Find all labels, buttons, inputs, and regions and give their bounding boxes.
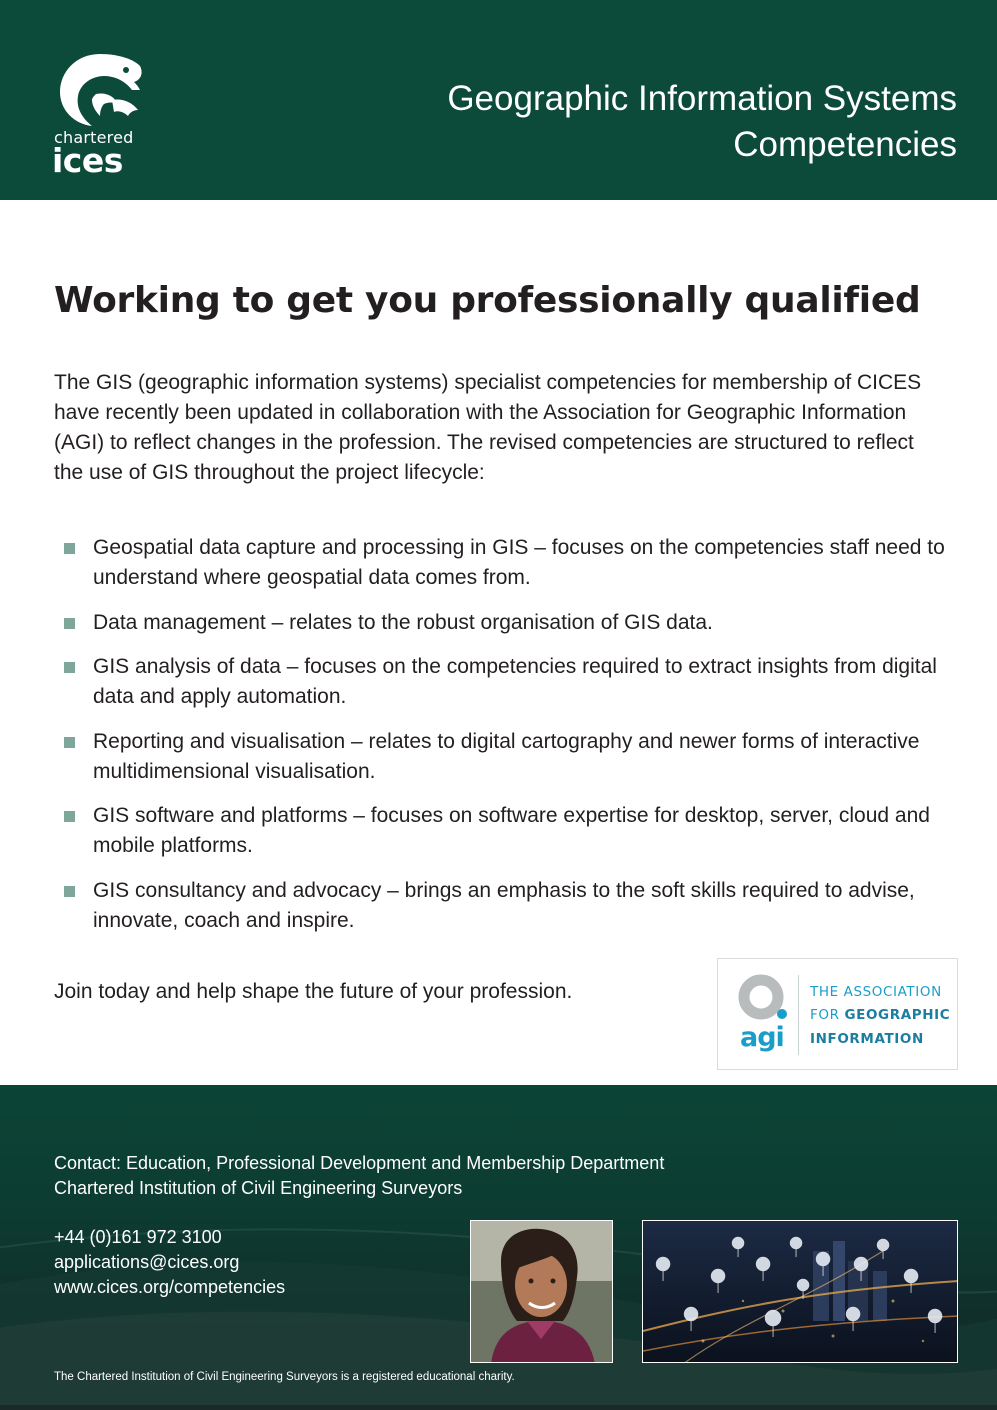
person-photo xyxy=(470,1220,613,1363)
website-link[interactable]: www.cices.org/competencies xyxy=(54,1277,286,1297)
phone-number[interactable]: +44 (0)161 972 3100 xyxy=(54,1227,222,1247)
list-item-text: GIS consultancy and advocacy – brings an emphasis to the soft skills required to advise, innovate, coach and inspire. xyxy=(93,878,915,932)
main-headline: Working to get you professionally qualified xyxy=(54,280,921,321)
city-map-photo xyxy=(642,1220,958,1363)
title-line-1: Geographic Information Systems xyxy=(447,79,957,118)
agi-line-2-bold: GEOGRAPHIC xyxy=(844,1007,951,1023)
charity-notice: The Chartered Institution of Civil Engineering Surveyors is a registered educational charity. xyxy=(54,1371,515,1383)
square-bullet-icon xyxy=(64,662,75,673)
agi-line-3: INFORMATION xyxy=(810,1031,924,1047)
list-item xyxy=(62,608,952,638)
square-bullet-icon xyxy=(64,811,75,822)
square-bullet-icon xyxy=(64,737,75,748)
competency-list xyxy=(62,533,952,950)
list-item-text: Data management – relates to the robust organisation of GIS data. xyxy=(93,610,713,634)
list-item-text: Geospatial data capture and processing in GIS – focuses on the competencies staff need to understand where geospatial data comes from. xyxy=(93,536,945,589)
logo-text-ices: ices xyxy=(52,141,123,180)
list-item-text: GIS software and platforms – focuses on software expertise for desktop, server, cloud and mobile platforms. xyxy=(93,804,930,857)
agi-logo xyxy=(717,958,958,1070)
title-line-2: Competencies xyxy=(733,125,957,164)
page-title xyxy=(447,76,957,168)
square-bullet-icon xyxy=(64,543,75,554)
header-banner xyxy=(0,0,997,200)
list-item-text: GIS analysis of data – focuses on the competencies required to extract insights from digital data and apply automation. xyxy=(93,655,937,708)
person-photo-illustration xyxy=(471,1221,613,1363)
list-item xyxy=(62,801,952,861)
agi-line-1: THE ASSOCIATION xyxy=(810,984,942,1000)
contact-details xyxy=(54,1225,285,1300)
contact-department: Contact: Education, Professional Development and Membership Department xyxy=(54,1153,665,1173)
eagle-icon xyxy=(52,50,152,130)
list-item xyxy=(62,533,952,593)
cices-logo xyxy=(52,50,152,180)
list-item xyxy=(62,652,952,712)
logo-text-chartered: chartered xyxy=(54,128,134,147)
agi-wordmark: agi xyxy=(740,1022,784,1053)
city-pins-illustration xyxy=(643,1221,958,1363)
footer xyxy=(0,1085,997,1410)
agi-line-2 xyxy=(810,1007,950,1023)
join-cta-text: Join today and help shape the future of your profession. xyxy=(54,980,573,1003)
email-link[interactable]: applications@cices.org xyxy=(54,1252,240,1272)
list-item-text: Reporting and visualisation – relates to digital cartography and newer forms of interactive multidimensional visualisation. xyxy=(93,729,920,783)
list-item xyxy=(62,876,952,936)
intro-paragraph: The GIS (geographic information systems) specialist competencies for membership of CICES have recently been updated in collaboration with the Association for Geographic Information (AGI) to reflect changes in the profession. The revised competencies are structured to reflect the use of GIS throughout the project lifecycle: xyxy=(54,371,922,484)
square-bullet-icon xyxy=(64,618,75,629)
list-item xyxy=(62,727,952,787)
agi-divider xyxy=(798,975,799,1055)
contact-institution: Chartered Institution of Civil Engineering Surveyors xyxy=(54,1178,463,1198)
square-bullet-icon xyxy=(64,886,75,897)
contact-block xyxy=(54,1151,664,1201)
agi-line-2-prefix: FOR xyxy=(810,1007,845,1023)
